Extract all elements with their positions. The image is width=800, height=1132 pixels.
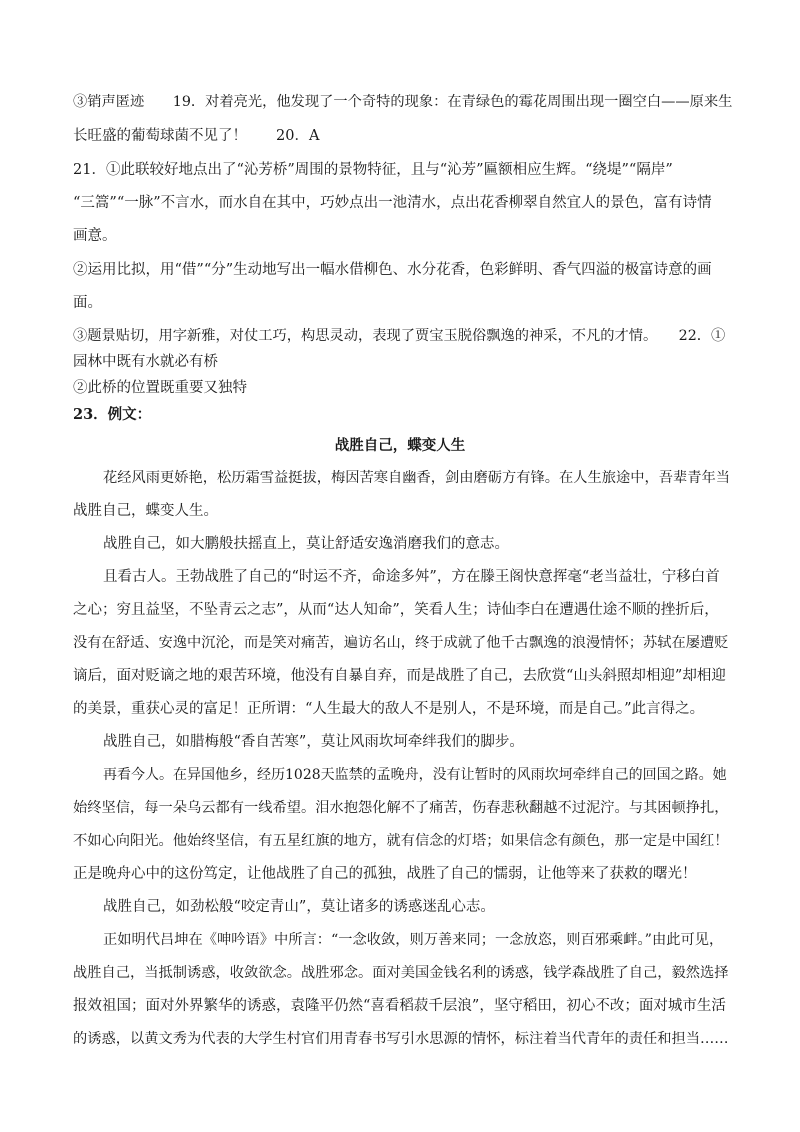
answer-22-line-2: ②此桥的位置既重要又独特 [73, 380, 247, 396]
answer-21-line-2: “三篙”“一脉”不言水，而水自在其中，巧妙点出一池清水，点出花香柳翠自然宜人的景色，富有诗情 [73, 195, 712, 211]
essay-paragraph-line: 战胜自己，如大鹏般扶摇直上，莫让舒适安逸消磨我们的意志。 [103, 536, 509, 552]
essay-paragraph-line: 战胜自己，当抵制诱惑，收敛欲念。战胜邪念。面对美国金钱名利的诱惑，钱学森战胜了自己，毅然选择 [73, 965, 729, 981]
answer-21-line-5: 面。 [73, 295, 102, 311]
essay-paragraph-line: 没有在舒适、安逸中沉沦，而是笑对痛苦，遍访名山，终于成就了他千古飘逸的浪漫情怀；苏轼在屡遭贬 [73, 635, 729, 651]
essay-paragraph-line: 且看古人。王勃战胜了自己的“时运不齐，命途多舛”，方在滕王阁快意挥毫“老当益壮，宁移白首 [103, 569, 720, 585]
essay-paragraph-line: 始终坚信，每一朵乌云都有一线希望。泪水抱怨化解不了痛苦，伤春悲秋翻越不过泥泞。与其困顿挣扎， [73, 800, 729, 816]
answer-21-line-1: 21．①此联较好地点出了“沁芳桥”周围的景物特征，且与“沁芳”匾额相应生辉。“绕堤”“隔岸” [73, 162, 673, 178]
essay-paragraph-line: 再看今人。在异国他乡，经历1028天监禁的孟晚舟，没有让暂时的风雨坎坷牵绊自己的回国之路。她 [103, 767, 727, 783]
essay-paragraph-line: 战胜自己，如腊梅般“香自苦寒”，莫让风雨坎坷牵绊我们的脚步。 [103, 734, 524, 750]
answer-21-line-6: ③题景贴切，用字新雅，对仗工巧，构思灵动，表现了贾宝玉脱俗飘逸的神采，不凡的才情。 22．① [73, 328, 726, 344]
answer-line-1: ③销声匿迹 19．对着亮光，他发现了一个奇特的现象：在青绿色的霉花周围出现一圈空白——原来生 [73, 94, 733, 110]
essay-paragraph-line: 报效祖国；面对外界繁华的诱惑，袁隆平仍然“喜看稻菽千层浪”，坚守稻田，初心不改；面对城市生活 [73, 998, 726, 1014]
essay-title: 战胜自己，蝶变人生 [334, 438, 466, 454]
answer-21-line-4: ②运用比拟，用“借”“分”生动地写出一幅水借柳色、水分花香，色彩鲜明、香气四溢的极富诗意的画 [73, 262, 712, 278]
answer-22-line-1: 园林中既有水就必有桥 [73, 354, 218, 370]
essay-paragraph-line: 谪后，面对贬谪之地的艰苦环境，他没有自暴自弃，而是战胜了自己，去欣赏“山头斜照却相迎”却相迎 [73, 668, 726, 684]
answer-21-line-3: 画意。 [73, 228, 117, 244]
essay-paragraph-line: 战胜自己，如劲松般“咬定青山”，莫让诸多的诱惑迷乱心志。 [103, 899, 495, 915]
essay-paragraph-line: 战胜自己，蝶变人生。 [73, 503, 218, 519]
essay-paragraph-line: 正如明代吕坤在《呻吟语》中所言：“一念收敛，则万善来同；一念放恣，则百邪乘衅。”由此可见， [103, 932, 724, 948]
essay-paragraph-line: 花经风雨更娇艳，松历霜雪益挺拔，梅因苦寒自幽香，剑由磨砺方有锋。在人生旅途中，吾辈青年当 [103, 470, 731, 486]
question-23-label: 23．例文： [73, 406, 152, 423]
answer-line-2: 长旺盛的葡萄球菌不见了！ 20．A [73, 128, 320, 144]
essay-paragraph-line: 正是晚舟心中的这份笃定，让他战胜了自己的孤独，战胜了自己的懦弱，让他等来了获救的曙光！ [73, 866, 697, 882]
essay-paragraph-line: 之心；穷且益坚，不坠青云之志”，从而“达人知命”，笑看人生；诗仙李白在遭遇仕途不顺的挫折后， [73, 602, 719, 618]
essay-paragraph-line: 不如心向阳光。他始终坚信，有五星红旗的地方，就有信念的灯塔；如果信念有颜色，那一定是中国红！ [73, 833, 729, 849]
essay-paragraph-line: 的诱惑，以黄文秀为代表的大学生村官们用青春书写引水思源的情怀，标注着当代青年的责任和担当…… [73, 1031, 729, 1047]
essay-paragraph-line: 的美景，重获心灵的富足！正所谓：“人生最大的敌人不是别人，不是环境，而是自己。”此言得之。 [73, 701, 705, 717]
